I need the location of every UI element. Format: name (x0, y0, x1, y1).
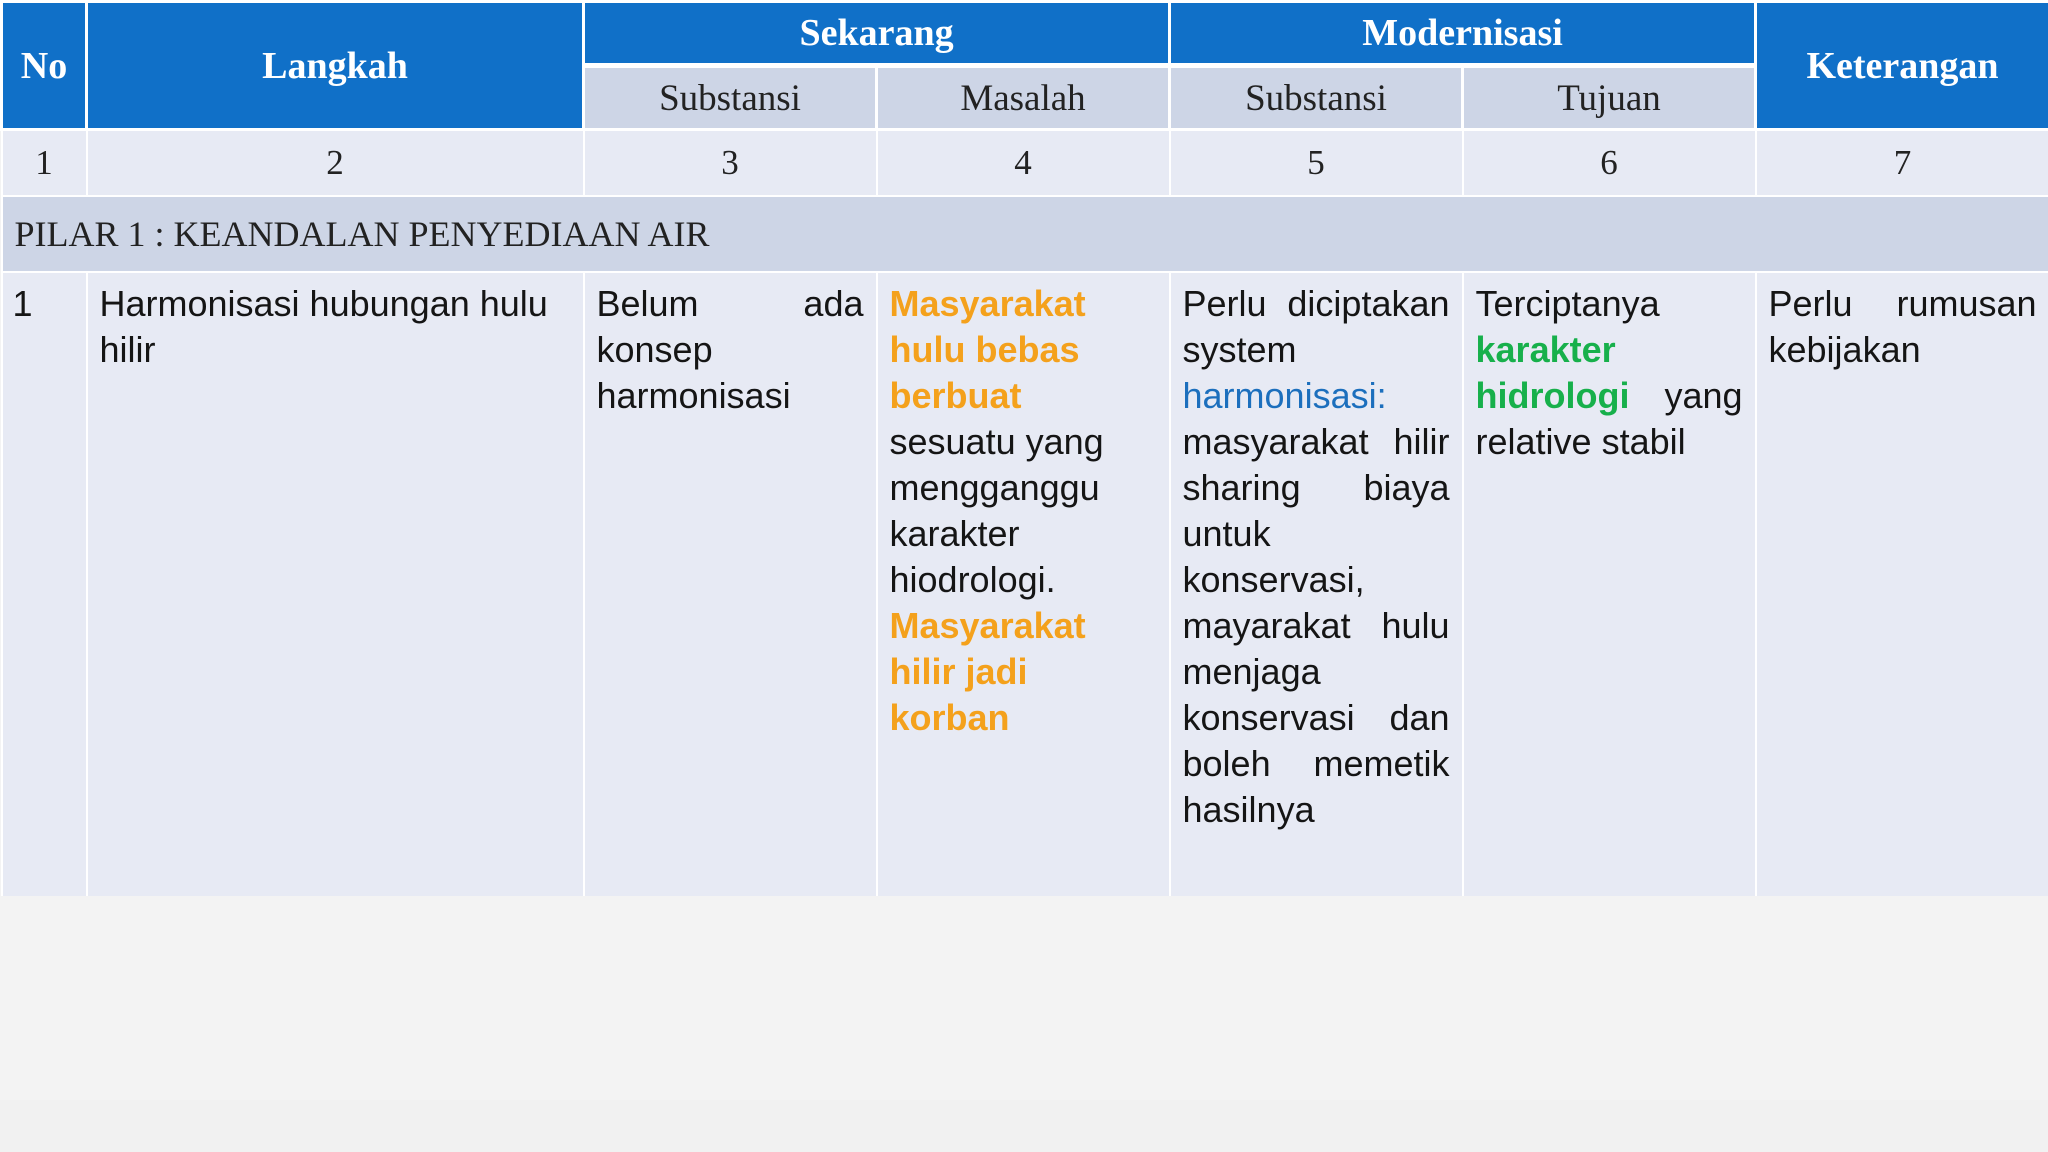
header-sekarang: Sekarang (584, 2, 1170, 66)
column-number: 2 (87, 130, 584, 196)
masalah-highlight-2: Masyarakat hilir jadi korban (889, 604, 1086, 738)
cell-langkah: Harmonisasi hubungan hulu hilir (87, 272, 584, 896)
subheader-tujuan: Tujuan (1463, 66, 1756, 130)
header-keterangan: Keterangan (1756, 2, 2048, 130)
column-number: 6 (1463, 130, 1756, 196)
substansi-mod-text-2: masyarakat hilir sharing biaya untuk konservasi, mayarakat hulu menjaga konservasi dan boleh memetik hasilnya (1182, 420, 1450, 830)
slide-bottom-band (0, 1100, 2048, 1152)
masalah-text: sesuatu yang mengganggu karakter hiodrologi. (889, 420, 1104, 600)
cell-keterangan: Perlu rumusan kebijakan (1756, 272, 2048, 896)
tujuan-text-2: yang relative stabil (1475, 374, 1743, 462)
tujuan-highlight: karakter hidrologi (1475, 328, 1630, 416)
substansi-mod-text-1: Perlu diciptakan system (1182, 282, 1450, 370)
masalah-highlight-1: Masyarakat hulu bebas berbuat (889, 282, 1086, 416)
subheader-substansi-sekarang: Substansi (584, 66, 877, 130)
header-langkah: Langkah (87, 2, 584, 130)
column-number-row (2, 130, 2048, 196)
table-row (2, 272, 2048, 896)
column-number: 7 (1756, 130, 2048, 196)
column-number: 5 (1170, 130, 1463, 196)
column-number: 4 (877, 130, 1170, 196)
cell-substansi-sekarang: Belum ada konsep harmonisasi (584, 272, 877, 896)
substansi-mod-highlight: harmonisasi: (1182, 374, 1387, 416)
column-number: 3 (584, 130, 877, 196)
pillar-title: PILAR 1 : KEANDALAN PENYEDIAAN AIR (2, 196, 2048, 272)
header-modernisasi: Modernisasi (1170, 2, 1756, 66)
pillar-row (2, 196, 2048, 272)
column-number: 1 (2, 130, 87, 196)
cell-masalah (877, 272, 1170, 896)
header-no: No (2, 2, 87, 130)
cell-tujuan (1463, 272, 1756, 896)
subheader-substansi-modernisasi: Substansi (1170, 66, 1463, 130)
cell-substansi-modernisasi (1170, 272, 1463, 896)
row-number: 1 (2, 272, 87, 896)
subheader-masalah: Masalah (877, 66, 1170, 130)
tujuan-text-1: Terciptanya (1475, 282, 1660, 324)
